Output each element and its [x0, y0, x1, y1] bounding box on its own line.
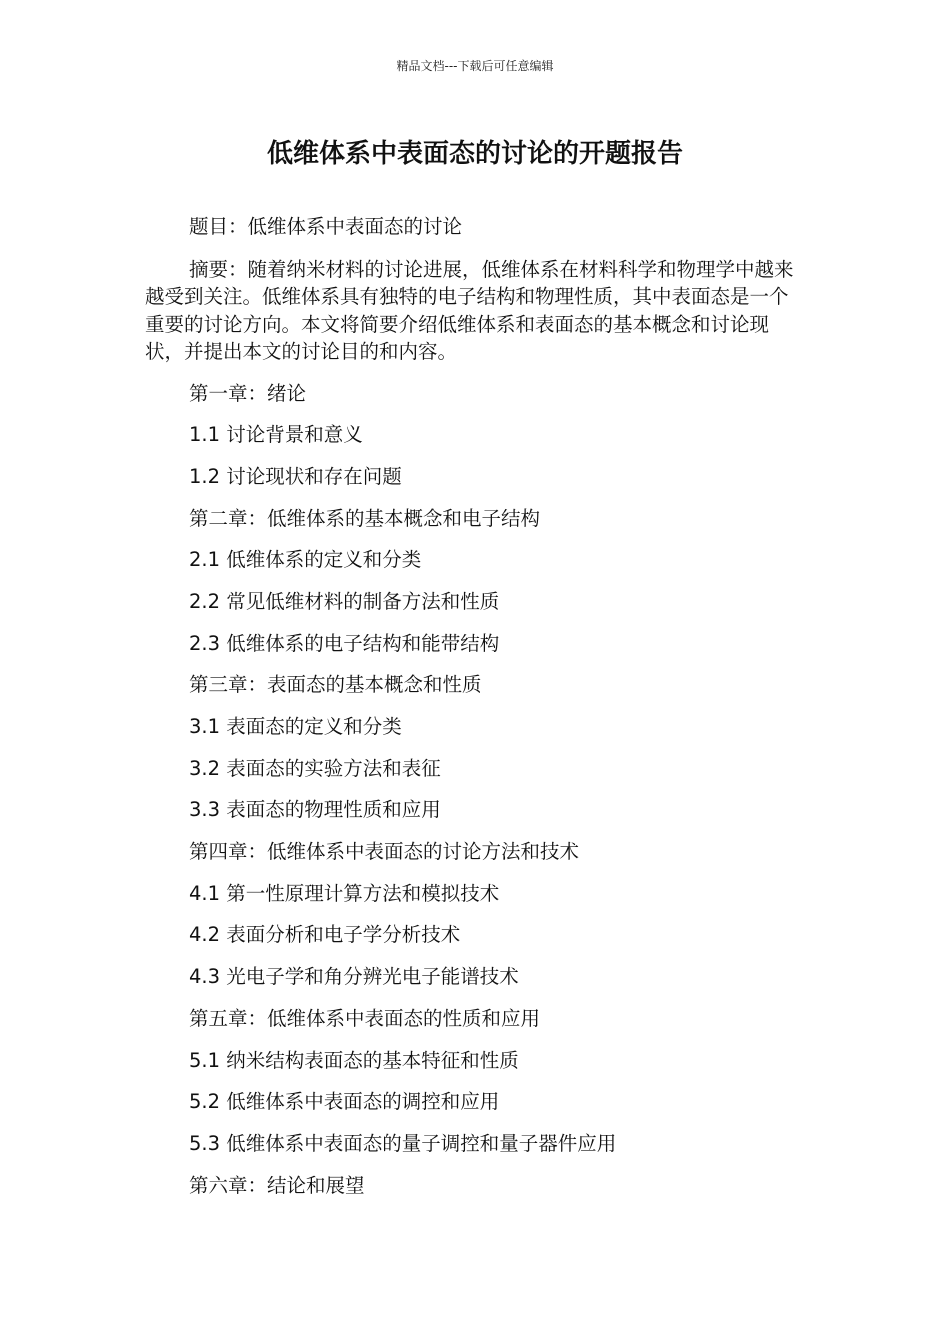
- outline-item: 4.3 光电子学和角分辨光电子能谱技术: [189, 965, 519, 989]
- outline-item: 2.2 常见低维材料的制备方法和性质: [189, 589, 500, 613]
- outline-item: 第二章：低维体系的基本概念和电子结构: [189, 506, 541, 530]
- outline-item: 2.1 低维体系的定义和分类: [189, 548, 422, 572]
- outline-item: 1.1 讨论背景和意义: [189, 423, 363, 447]
- outline-item: 第五章：低维体系中表面态的性质和应用: [189, 1006, 541, 1030]
- outline-item: 第四章：低维体系中表面态的讨论方法和技术: [189, 840, 580, 864]
- outline-item: 5.3 低维体系中表面态的量子调控和量子器件应用: [189, 1131, 617, 1155]
- outline-item: 2.3 低维体系的电子结构和能带结构: [189, 631, 500, 655]
- outline-item: 3.1 表面态的定义和分类: [189, 715, 402, 738]
- outline-item: 5.1 纳米结构表面态的基本特征和性质: [189, 1048, 519, 1072]
- outline-item: 第三章：表面态的基本概念和性质: [189, 673, 482, 697]
- outline-item: 3.2 表面态的实验方法和表征: [189, 756, 441, 780]
- outline-list: [145, 380, 795, 1214]
- outline-item: 4.2 表面分析和电子学分析技术: [189, 923, 461, 947]
- outline-item: 第六章：结论和展望: [189, 1173, 365, 1197]
- page-header: 精品文档---下载后可任意编辑: [396, 59, 554, 73]
- outline-item: 4.1 第一性原理计算方法和模拟技术: [189, 881, 500, 905]
- outline-item: 5.2 低维体系中表面态的调控和应用: [189, 1090, 500, 1114]
- document-title: 低维体系中表面态的讨论的开题报告: [266, 139, 683, 169]
- outline-item: 第一章：绪论: [189, 381, 307, 405]
- abstract-paragraph: 摘要：随着纳米材料的讨论进展，低维体系在材料科学和物理学中越来越受到关注。低维体系具有独特的电子结构和物理性质，其中表面态是一个重要的讨论方向。本文将简要介绍低维体系和表面态的基本概念和讨论现状，并提出本文的讨论目的和内容。: [145, 257, 794, 363]
- document-body: [145, 213, 795, 1213]
- subject-line: 题目：低维体系中表面态的讨论: [189, 215, 463, 238]
- outline-item: 1.2 讨论现状和存在问题: [189, 464, 402, 488]
- outline-item: 3.3 表面态的物理性质和应用: [189, 798, 441, 822]
